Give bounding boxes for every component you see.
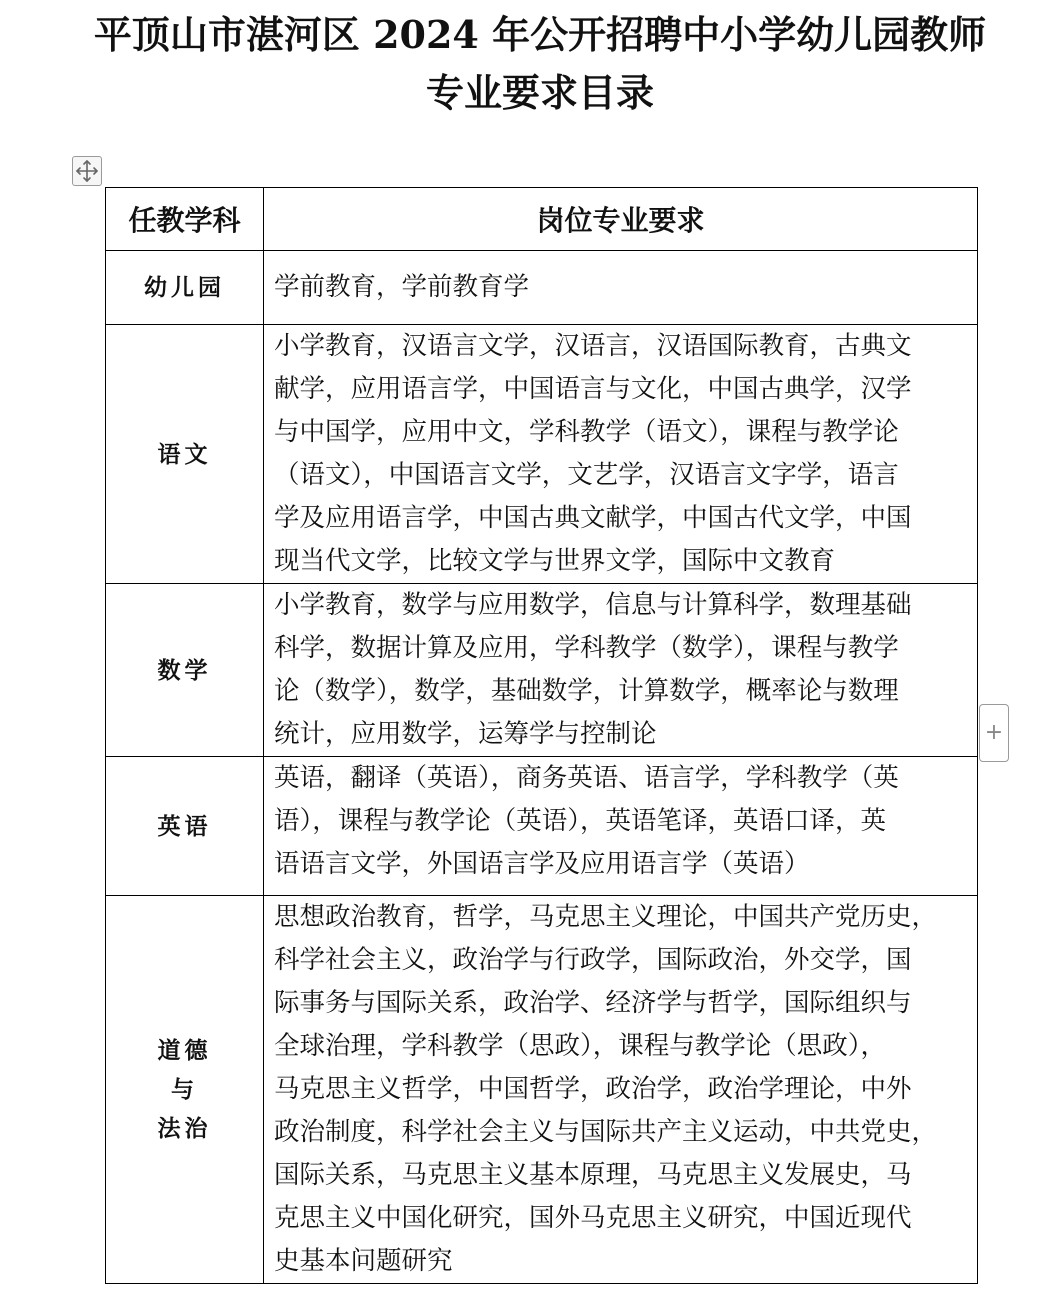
subject-label: 数学 xyxy=(157,656,212,684)
requirement-text-line: 英语，翻译（英语），商务英语、语言学，学科教学（英 xyxy=(274,763,899,793)
subject-cell xyxy=(106,584,264,757)
requirement-cell[interactable] xyxy=(264,251,978,325)
requirement-text-line: （语文），中国语言文学，文艺学，汉语言文字学，语言 xyxy=(274,460,899,490)
requirement-text-line: 现当代文学，比较文学与世界文学，国际中文教育 xyxy=(274,546,836,576)
table-row xyxy=(106,251,978,325)
requirement-text-line: 马克思主义哲学，中国哲学，政治学，政治学理论，中外 xyxy=(274,1074,912,1104)
requirement-text-line: 学及应用语言学，中国古典文献学，中国古代文学，中国 xyxy=(274,503,912,533)
subject-cell xyxy=(106,896,264,1284)
requirement-text-line: 语），课程与教学论（英语），英语笔译，英语口译，英 xyxy=(274,806,887,836)
table-row xyxy=(106,896,978,1284)
subject-label: 与 xyxy=(171,1076,198,1103)
move-arrows-icon xyxy=(73,157,101,185)
requirement-text-line: 统计，应用数学，运筹学与控制论 xyxy=(274,719,657,749)
requirement-text-line: 与中国学，应用中文，学科教学（语文），课程与教学论 xyxy=(274,417,899,447)
requirement-text-line: 小学教育，汉语言文学，汉语言，汉语国际教育，古典文 xyxy=(274,331,912,361)
requirement-text-line: 克思主义中国化研究，国外马克思主义研究，中国近现代 xyxy=(274,1203,912,1233)
subject-label: 英语 xyxy=(157,812,212,840)
document-title-line1: 平顶山市湛河区 2024 年公开招聘中小学幼儿园教师 xyxy=(93,12,987,57)
requirement-text-line: 论（数学），数学，基础数学，计算数学，概率论与数理 xyxy=(274,676,899,706)
requirement-cell[interactable] xyxy=(264,757,978,896)
subject-cell xyxy=(106,251,264,325)
requirement-text-line: 全球治理，学科教学（思政），课程与教学论（思政）， xyxy=(274,1031,887,1061)
header-requirement: 岗位专业要求 xyxy=(264,188,978,251)
document-title-line2: 专业要求目录 xyxy=(425,70,654,115)
subject-cell xyxy=(106,325,264,584)
requirement-text-line: 语语言文学，外国语言学及应用语言学（英语） xyxy=(274,849,810,879)
header-subject: 任教学科 xyxy=(106,188,264,251)
requirement-text-line: 思想政治教育，哲学，马克思主义理论，中国共产党历史， xyxy=(274,902,938,932)
requirement-text-line: 际事务与国际关系，政治学、经济学与哲学，国际组织与 xyxy=(274,988,912,1018)
requirement-cell[interactable] xyxy=(264,325,978,584)
subject-label: 道德 xyxy=(157,1037,212,1064)
requirement-text-line: 科学，数据计算及应用，学科教学（数学），课程与教学 xyxy=(274,633,899,663)
add-column-button[interactable]: + xyxy=(979,704,1009,762)
table-move-handle[interactable] xyxy=(72,156,102,186)
requirement-text-line: 史基本问题研究 xyxy=(274,1246,453,1276)
subject-label: 语文 xyxy=(157,440,212,468)
requirements-table xyxy=(105,187,978,1284)
requirement-cell[interactable] xyxy=(264,896,978,1284)
table-header-row xyxy=(106,188,978,251)
requirement-text-line: 政治制度，科学社会主义与国际共产主义运动，中共党史， xyxy=(274,1117,938,1147)
table-row xyxy=(106,325,978,584)
requirement-text-line: 献学，应用语言学，中国语言与文化，中国古典学，汉学 xyxy=(274,374,912,404)
subject-label: 幼儿园 xyxy=(144,274,225,301)
requirement-text-line: 小学教育，数学与应用数学，信息与计算科学，数理基础 xyxy=(274,590,912,620)
requirement-text-line: 国际关系，马克思主义基本原理，马克思主义发展史，马 xyxy=(274,1160,912,1190)
table-row xyxy=(106,584,978,757)
requirement-text-line: 科学社会主义，政治学与行政学，国际政治，外交学，国 xyxy=(274,945,912,975)
subject-cell xyxy=(106,757,264,896)
subject-label: 法治 xyxy=(157,1115,212,1142)
requirement-cell[interactable] xyxy=(264,584,978,757)
table-row xyxy=(106,757,978,896)
requirement-text-line: 学前教育，学前教育学 xyxy=(274,272,530,302)
